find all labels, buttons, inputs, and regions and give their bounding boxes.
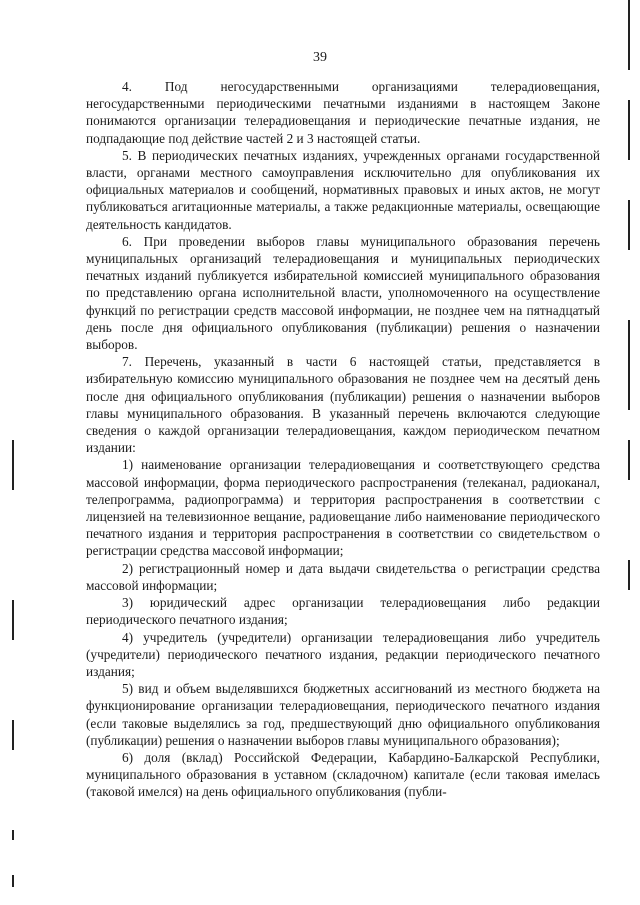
scan-mark-right-6 [628, 560, 630, 590]
scan-mark-left-4 [12, 830, 14, 840]
scan-mark-left-2 [12, 600, 14, 640]
scan-mark-left-1 [12, 440, 14, 490]
scan-mark-right-4 [628, 320, 630, 410]
paragraph-4: 4. Под негосударственными организациями телерадиовещания, негосударственными периодическими печатными изданиями в настоящем Законе понимаются организации телерадиовещания и периодические печатные издания, не подпадающие под действие частей 2 и 3 настоящей статьи. [86, 79, 600, 146]
list-item-1: 1) наименование организации телерадиовещания и соответствующего средства массовой информации, форма периодического распространения (телеканал, радиоканал, телепрограмма, радиопрограмма) и территория распространения в соответствии с лицензией на телевизионное вещание, радиовещание либо наименование периодического печатного издания и территория распространения в соответствии со свидетельством о регистрации средства массовой информации; [86, 457, 600, 559]
paragraph-5: 5. В периодических печатных изданиях, учрежденных органами государственной власти, органами местного самоуправления исключительно для опубликования их официальных материалов и сообщений, нормативных правовых и иных актов, не могут публиковаться агитационные материалы, а также редакционные материалы, освещающие деятельность кандидатов. [86, 147, 600, 232]
document-body [86, 78, 600, 801]
scan-mark-right-5 [628, 440, 630, 480]
scan-mark-left-5 [12, 875, 14, 887]
list-item-5: 5) вид и объем выделявшихся бюджетных ассигнований из местного бюджета на функционирование организации телерадиовещания, периодического печатного издания (если таковые выделялись за год, предшествующий дню официального опубликования (публикации) решения о назначении выборов главы муниципального образования); [86, 681, 600, 748]
scan-mark-right-2 [628, 100, 630, 160]
list-item-2: 2) регистрационный номер и дата выдачи свидетельства о регистрации средства массовой информации; [86, 560, 600, 593]
page-number: 39 [313, 50, 327, 65]
paragraph-7: 7. Перечень, указанный в части 6 настоящей статьи, представляется в избирательную комиссию муниципального образования не позднее чем на десятый день после дня официального опубликования (публикации) решения о назначении выборов главы муниципального образования. В указанный перечень включаются следующие сведения о каждой организации телерадиовещания, каждом периодическом печатном издании: [86, 354, 600, 456]
list-item-3: 3) юридический адрес организации телерадиовещания либо редакции периодического печатного издания; [86, 595, 600, 628]
scan-mark-right-1 [628, 0, 630, 70]
scan-mark-right-3 [628, 200, 630, 250]
paragraph-6: 6. При проведении выборов главы муниципального образования перечень муниципальных организаций телерадиовещания и муниципальных периодических печатных изданий публикуется избирательной комиссией муниципального образования по представлению органа исполнительной власти, уполномоченного на осуществление функций по регистрации средств массовой информации, не позднее чем на пятнадцатый день после дня официального опубликования (публикации) решения о назначении выборов. [86, 233, 600, 353]
list-item-6: 6) доля (вклад) Российской Федерации, Кабардино-Балкарской Республики, муниципального образования в уставном (складочном) капитале (если таковая имелась (таковой имелся) на день официального опубликования (публи- [86, 749, 600, 800]
list-item-4: 4) учредитель (учредители) организации телерадиовещания либо учредитель (учредители) периодического печатного издания, редакции периодического печатного издания; [86, 629, 600, 679]
scan-mark-left-3 [12, 720, 14, 750]
